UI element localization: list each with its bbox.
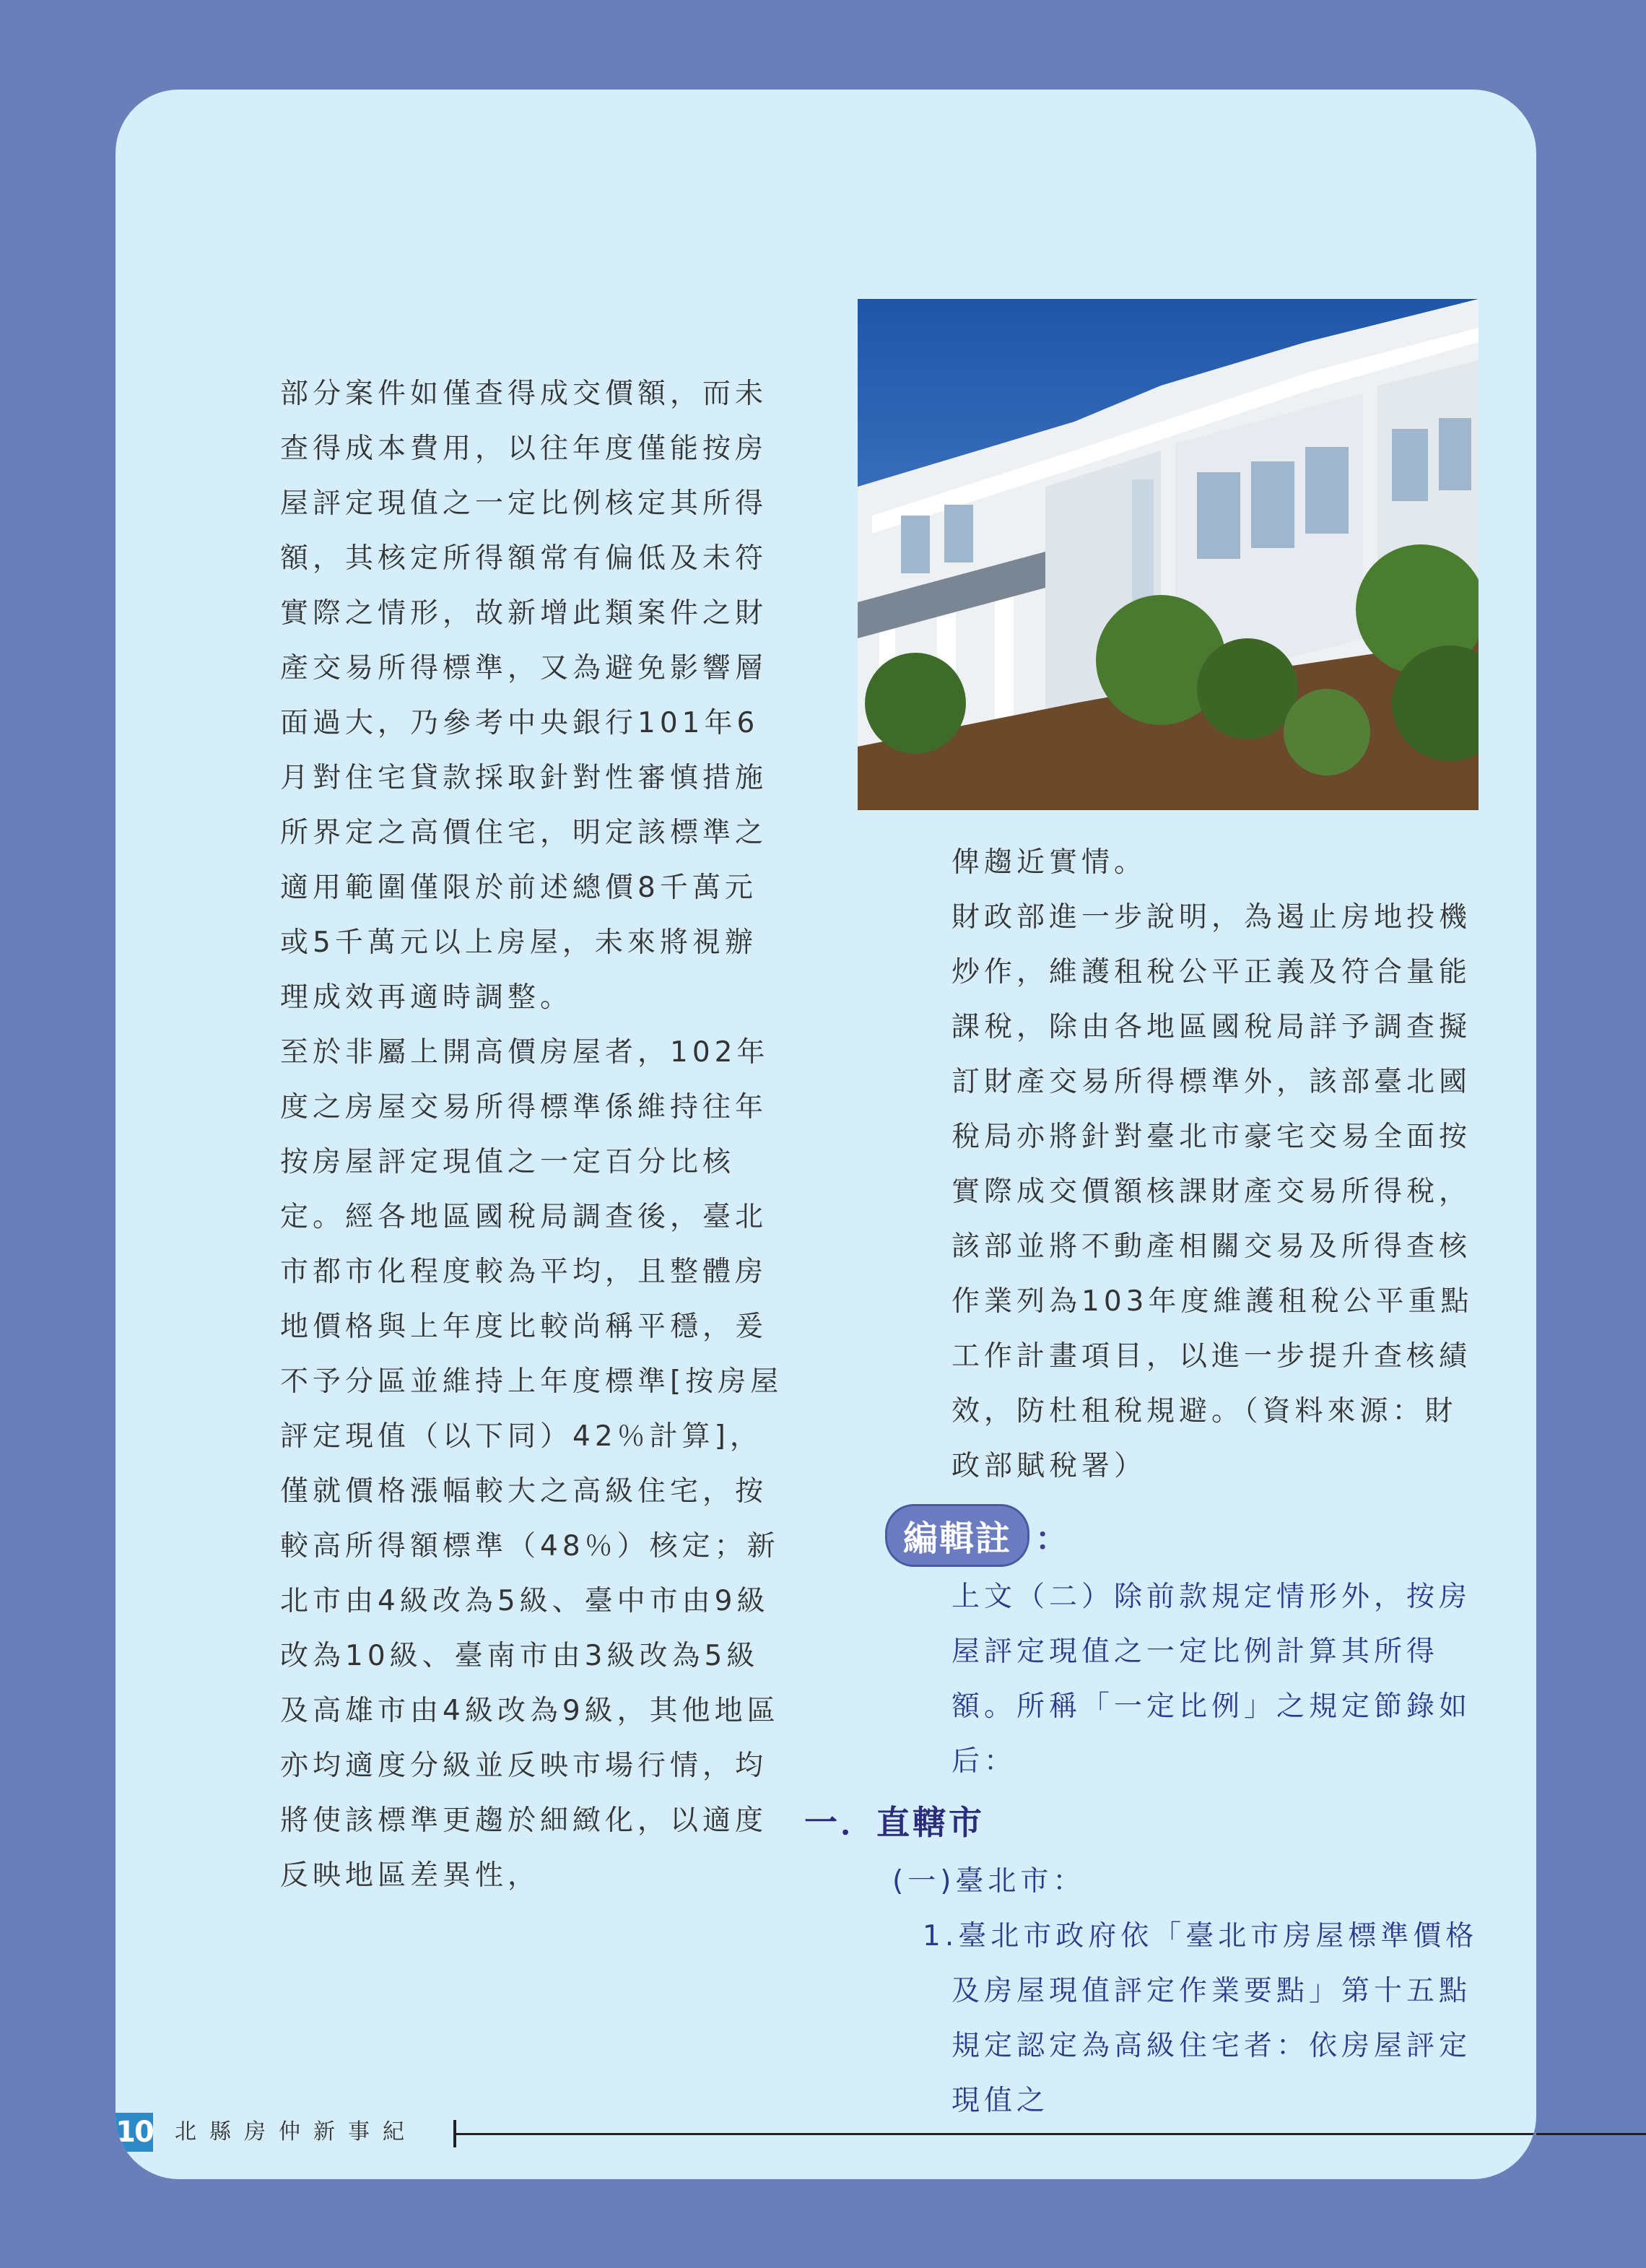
editor-note-heading [885,1504,1480,1567]
house-photo [858,299,1479,810]
left-column [280,367,785,1903]
section-title: 一．直轄市 [804,1803,985,1842]
right-paragraph: 財政部進一步說明，為遏止房地投機炒作，維護租稅公平正義及符合量能課稅，除由各地區國稅局詳予調查擬訂財產交易所得標準外，該部臺北國稅局亦將針對臺北市豪宅交易全面按實際成交價額核課財產交易所得稅，該部並將不動產相關交易及所得查核作業列為103年度維護租稅公平重點工作計畫項目，以進一步提升查核績效，防杜租稅規避。（資料來源：財政部賦稅署） [952,901,1473,1482]
right-column [804,835,1480,2129]
publication-name: 北縣房仲新事紀 [175,2119,417,2145]
page-number: 10 [116,2113,153,2152]
footer-rule-extension [1536,2133,1646,2135]
page-panel [116,90,1536,2179]
footer-rule [455,2133,1536,2135]
list-item: 1.臺北市政府依「臺北市房屋標準價格及房屋現值評定作業要點」第十五點規定認定為高級住宅者：依房屋評定現值之 [923,1920,1479,2117]
editor-note-colon: ： [1035,1520,1068,1557]
left-paragraph-1: 部分案件如僅查得成交價額，而未查得成本費用，以往年度僅能按房屋評定現值之一定比例核定其所得額，其核定所得額常有偏低及未符實際之情形，故新增此類案件之財產交易所得標準，又為避免影響層面過大，乃參考中央銀行101年6月對住宅貸款採取針對性審慎措施所界定之高價住宅，明定該標準之適用範圍僅限於前述總價8千萬元或5千萬元以上房屋，未來將視辦理成效再適時調整。 [280,378,768,1014]
editor-note-badge: 編輯註 [885,1504,1029,1567]
continuation-text: 俾趨近實情。 [952,846,1147,879]
editor-note-text: 上文（二）除前款規定情形外，按房屋評定現值之一定比例計算其所得額。所稱「一定比例」之規定節錄如后： [952,1581,1472,1778]
subsection-title: (一)臺北市： [892,1865,1086,1898]
left-paragraph-2: 至於非屬上開高價房屋者，102年度之房屋交易所得標準係維持往年按房屋評定現值之一定百分比核定。經各地區國稅局調查後，臺北市都市化程度較為平均，且整體房地價格與上年度比較尚稱平穩，爰不予分區並維持上年度標準[按房屋評定現值（以下同）42％計算]，僅就價格漲幅較大之高級住宅，按較高所得額標準（48％）核定；新北市由4級改為5級、臺中市由9級改為10級、臺南市由3級改為5級及高雄市由4級改為9級，其他地區亦均適度分級並反映市場行情，均將使該標準更趨於細緻化，以適度反映地區差異性， [280,1036,783,1892]
